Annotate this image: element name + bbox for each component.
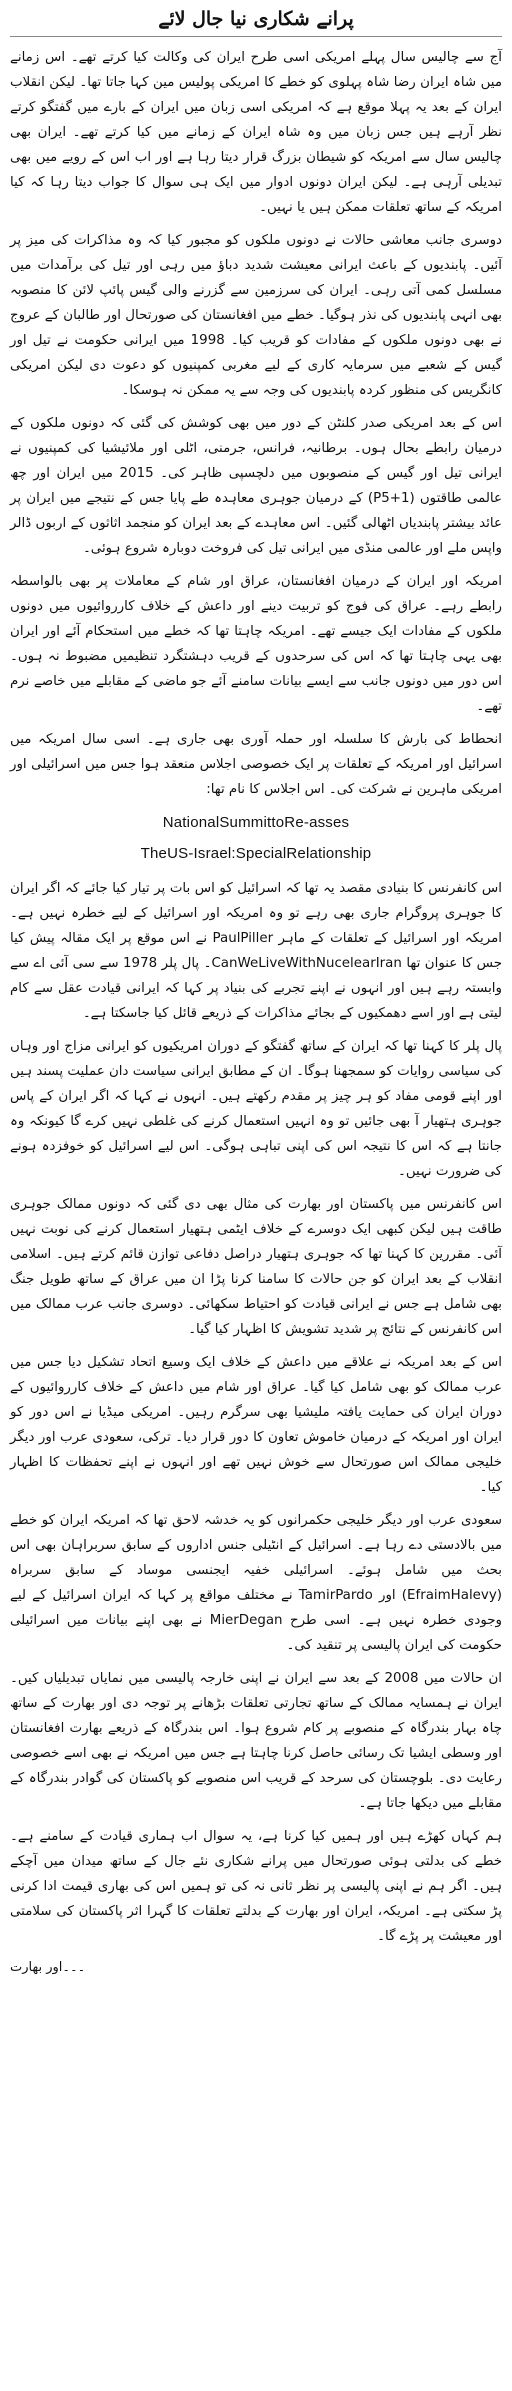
article-paragraph: سعودی عرب اور دیگر خلیجی حکمرانوں کو یہ خدشہ لاحق تھا کہ امریکہ ایران کو خطے میں بالادستی دے رہا ہے۔ اسرائیل کے انٹیلی جنس اداروں کے سابق سربراہان بھی اس بحث میں شامل ہوئے۔ اسرائیلی خفیہ ایجنسی موساد کے سابق سربراہ (EfraimHalevy) اور TamirPardo نے مختلف مواقع پر کہا کہ ایران اسرائیل کے لیے وجودی خطرہ نہیں ہے۔ اسی طرح MierDegan نے بھی اپنے بیانات میں اسرائیلی حکومت کی ایران پالیسی پر تنقید کی۔ xyxy=(10,1513,502,1653)
article-title: پرانے شکاری نیا جال لائے xyxy=(10,8,502,37)
article-paragraph: ان حالات میں 2008 کے بعد سے ایران نے اپنی خارجہ پالیسی میں نمایاں تبدیلیاں کیں۔ ایران نے ہمسایہ ممالک کے ساتھ تجارتی تعلقات بڑھانے پر توجہ دی اور بھارت کے ساتھ چاہ بہار بندرگاہ کے منصوبے پر کام شروع ہوا۔ اس بندرگاہ کے ذریعے بھارت افغانستان اور وسطی ایشیا تک رسائی حاصل کرنا چاہتا ہے جس میں امریکہ نے بھی اسے خصوصی رعایت دی۔ بلوچستان کی سرحد کے قریب اس منصوبے کو پاکستان کی گوادر بندرگاہ کے مقابلے میں دیکھا جاتا ہے۔ xyxy=(10,1671,502,1811)
article-paragraph: دوسری جانب معاشی حالات نے دونوں ملکوں کو مجبور کیا کہ وہ مذاکرات کی میز پر آئیں۔ پابندیوں کے باعث ایرانی معیشت شدید دباؤ میں رہی اور تیل کی برآمدات میں مسلسل کمی آتی رہی۔ ایران کی سرزمین سے گزرنے والی گیس پائپ لائن کا منصوبہ بھی انہی پابندیوں کی نذر ہوگیا۔ خطے میں افغانستان کی صورتحال اور طالبان کے عروج نے بھی دونوں ملکوں کے مفادات کو قریب کیا۔ 1998 میں ایرانی حکومت نے تیل اور گیس کے شعبے میں سرمایہ کاری کے لیے مغربی کمپنیوں کو دعوت دی لیکن امریکی کانگریس کی منظور کردہ پابندیوں کی وجہ سے یہ ممکن نہ ہوسکا۔ xyxy=(10,233,502,398)
article-paragraph: پال پلر کا کہنا تھا کہ ایران کے ساتھ گفتگو کے دوران امریکیوں کو ایرانی مزاج اور وہاں کی سیاسی روایات کو سمجھنا ہوگا۔ ان کے مطابق ایرانی سیاست دان عملیت پسند ہیں اور اپنے قومی مفاد کو ہر چیز پر مقدم رکھتے ہیں۔ انہوں نے کہا کہ اگر ایران کے پاس جوہری ہتھیار آ بھی جائیں تو وہ انہیں استعمال کرنے کی غلطی نہیں کرے گا کیونکہ وہ جانتا ہے کہ اس کا نتیجہ اس کی اپنی تباہی ہوگی۔ اس لیے اسرائیل کو خوفزدہ ہونے کی ضرورت نہیں۔ xyxy=(10,1039,502,1179)
article-paragraph: اس کے بعد امریکہ نے علاقے میں داعش کے خلاف ایک وسیع اتحاد تشکیل دیا جس میں عرب ممالک کو بھی شامل کیا گیا۔ عراق اور شام میں داعش کے خلاف کارروائیوں کے دوران ایران کی حمایت یافتہ ملیشیا بھی سرگرم رہیں۔ امریکی میڈیا نے اس دور کو ایران اور امریکہ کے درمیان خاموش تعاون کا دور قرار دیا۔ ترکی، سعودی عرب اور دیگر خلیجی ممالک اس صورتحال سے خوش نہیں تھے اور انہوں نے اپنے تحفظات کا اظہار کیا۔ xyxy=(10,1355,502,1495)
article-paragraph: اس کے بعد امریکی صدر کلنٹن کے دور میں بھی کوشش کی گئی کہ دونوں ملکوں کے درمیان رابطے بحال ہوں۔ برطانیہ، فرانس، جرمنی، اٹلی اور ملائیشیا کی کمپنیوں نے ایرانی تیل اور گیس کے منصوبوں میں دلچسپی ظاہر کی۔ 2015 میں ایران اور چھ عالمی طاقتوں (P5+1) کے درمیان جوہری معاہدہ طے پایا جس کے نتیجے میں ایران پر عائد بیشتر پابندیاں اٹھالی گئیں۔ اس معاہدے کے بعد ایران کو منجمد اثاثوں کے اربوں ڈالر واپس ملے اور عالمی منڈی میں ایرانی تیل کی فروخت دوبارہ شروع ہوئی۔ xyxy=(10,416,502,556)
article-paragraph: اس کانفرنس میں پاکستان اور بھارت کی مثال بھی دی گئی کہ دونوں ممالک جوہری طاقت ہیں لیکن کبھی ایک دوسرے کے خلاف ایٹمی ہتھیار استعمال کرنے کی نوبت نہیں آئی۔ مقررین کا کہنا تھا کہ جوہری ہتھیار دراصل دفاعی توازن قائم کرتے ہیں۔ اسلامی انقلاب کے بعد ایران کو جن حالات کا سامنا کرنا پڑا ان میں عراق کے ساتھ طویل جنگ بھی شامل ہے جس نے ایرانی قیادت کو احتیاط سکھائی۔ دوسری جانب عرب ممالک میں اس کانفرنس کے نتائج پر شدید تشویش کا اظہار کیا گیا۔ xyxy=(10,1197,502,1337)
conference-name-line-1: NationalSummittoRe-asses xyxy=(162,814,350,831)
article-paragraph: اس کانفرنس کا بنیادی مقصد یہ تھا کہ اسرائیل کو اس بات پر تیار کیا جائے کہ اگر ایران کا جوہری پروگرام جاری بھی رہے تو وہ امریکہ اور اسرائیل کے لیے خطرہ نہیں ہے۔ امریکہ اور اسرائیل کے تعلقات کے ماہر PaulPiller نے اس موقع پر ایک مقالہ پیش کیا جس کا عنوان تھا CanWeLiveWithNucelearIran۔ پال پلر 1978 سے سی آئی اے سے وابستہ رہے ہیں اور انہوں نے اپنے تجربے کی بنیاد پر کہا کہ ایرانی قیادت عقل سے کام لیتی ہے اور اسے دھمکیوں کے بجائے مذاکرات کے ذریعے قائل کیا جاسکتا ہے۔ xyxy=(10,881,503,1021)
article-body xyxy=(10,45,502,1979)
article-paragraph: آج سے چالیس سال پہلے امریکی اسی طرح ایران کی وکالت کیا کرتے تھے۔ اس زمانے میں شاہ ایران رضا شاہ پہلوی کو خطے کا امریکی پولیس مین کہا جاتا تھا۔ لیکن انقلاب ایران کے بعد یہ پہلا موقع ہے کہ امریکی اسی زبان میں ایران کے بارے میں گفتگو کرتے نظر آرہے ہیں جس زبان میں وہ شاہ ایران کے زمانے میں کیا کرتے تھے۔ ایران بھی چالیس سال سے امریکہ کو شیطان بزرگ قرار دیتا رہا ہے اور اب اس کے رویے میں بھی تبدیلی آرہی ہے۔ لیکن ایران دونوں ادوار میں ایک ہی سوال کا جواب دیتا رہا کہ کیا امریکہ کے ساتھ تعلقات ممکن ہیں یا نہیں۔ xyxy=(10,50,502,215)
article-paragraph: انحطاط کی بارش کا سلسلہ اور حملہ آوری بھی جاری ہے۔ اسی سال امریکہ میں اسرائیل اور امریکہ کے تعلقات پر ایک خصوصی اجلاس منعقد ہوا جس میں اسرائیلی اور امریکی ماہرین نے شرکت کی۔ اس اجلاس کا نام تھا: xyxy=(10,732,502,797)
article-paragraph: ہم کہاں کھڑے ہیں اور ہمیں کیا کرنا ہے، یہ سوال اب ہماری قیادت کے سامنے ہے۔ خطے کی بدلتی ہوئی صورتحال میں پرانے شکاری نئے جال کے ساتھ میدان میں آچکے ہیں۔ اگر ہم نے اپنی پالیسی پر نظر ثانی نہ کی تو ہمیں اس کی بھاری قیمت ادا کرنی پڑ سکتی ہے۔ امریکہ، ایران اور بھارت کے بدلتے تعلقات کا گہرا اثر پاکستان کی سلامتی اور معیشت پر پڑے گا۔ xyxy=(10,1829,502,1944)
article-paragraph: امریکہ اور ایران کے درمیان افغانستان، عراق اور شام کے معاملات پر بھی بالواسطہ رابطے رہے۔ عراق کی فوج کو تربیت دینے اور داعش کے خلاف کارروائیوں میں دونوں ملکوں کے مفادات ایک جیسے تھے۔ امریکہ چاہتا تھا کہ خطے میں استحکام آئے اور ایران بھی یہی چاہتا تھا کہ اس کی سرحدوں کے قریب دہشتگرد تنظیمیں مضبوط نہ ہوں۔ اس دور میں دونوں جانب سے ایسے بیانات سامنے آئے جو ماضی کے مقابلے میں خاصے نرم تھے۔ xyxy=(10,574,502,714)
article-closing-line: ۔۔۔اور بھارت xyxy=(10,1960,86,1975)
conference-name-line-2: TheUS-Israel:SpecialRelationship xyxy=(140,845,372,862)
